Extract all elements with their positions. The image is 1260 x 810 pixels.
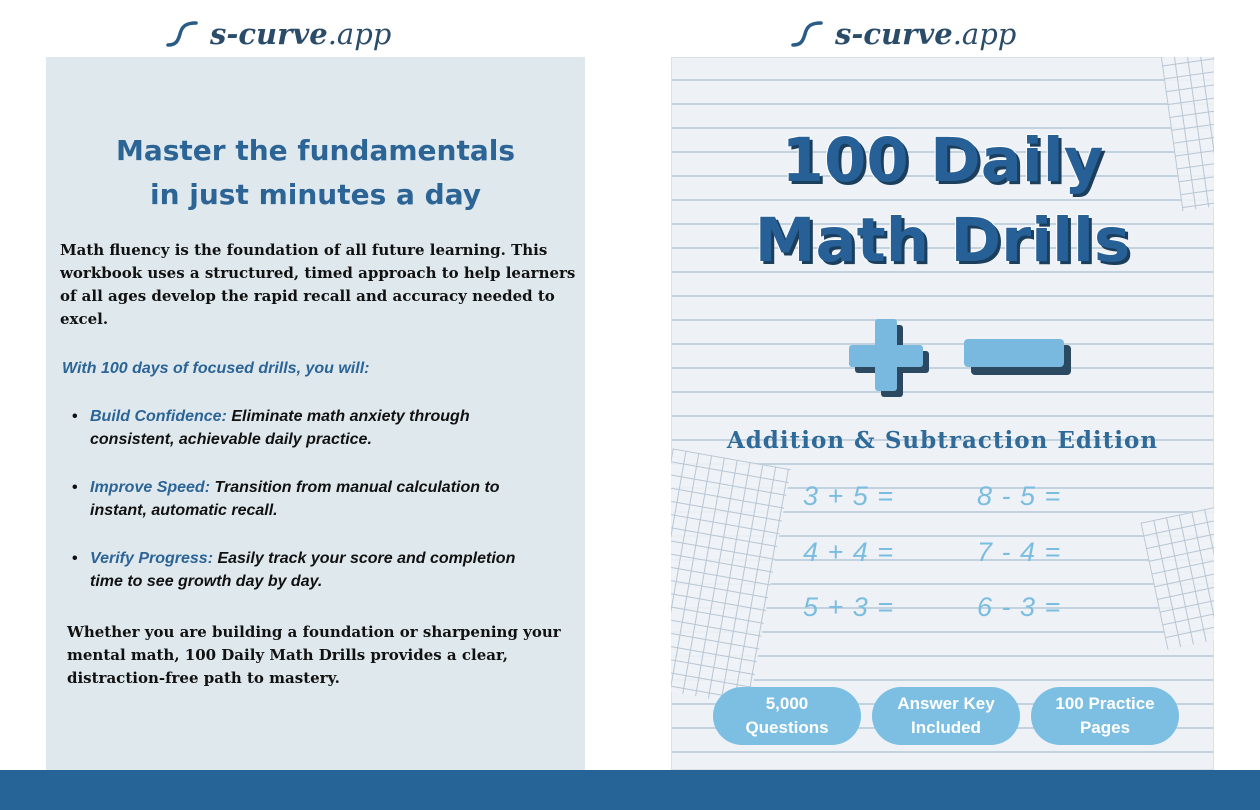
bullet-term: Improve Speed: xyxy=(90,479,211,496)
brand-name-bold: s-curve xyxy=(210,17,328,51)
closing-paragraph: Whether you are building a foundation or sharpening your mental math, 100 Daily Math Drills provides a clear, distraction-free path to mastery. xyxy=(67,623,561,687)
bullet-term: Verify Progress: xyxy=(90,550,214,567)
grid-decoration xyxy=(671,448,791,705)
description-panel xyxy=(46,57,585,770)
brand-name-rest: .app xyxy=(327,17,392,51)
brand-left[interactable] xyxy=(166,14,391,54)
book-cover[interactable] xyxy=(671,57,1214,770)
math-problem: 5 + 3 = xyxy=(803,592,895,622)
minus-icon xyxy=(961,337,1076,382)
list-item xyxy=(72,476,542,522)
badge-line-2: Questions xyxy=(745,718,829,737)
badge-line-1: Answer Key xyxy=(897,694,995,713)
bullet-dot: • xyxy=(72,550,78,567)
title-line-1: Master the fundamentals xyxy=(115,134,516,167)
bottom-bar xyxy=(0,770,1260,810)
brand-right[interactable] xyxy=(791,14,1016,54)
feature-badge-answer-key xyxy=(872,687,1020,745)
intro-paragraph: Math fluency is the foundation of all future learning. This workbook uses a structured, timed approach to help learners of all ages develop the rapid recall and accuracy needed to excel. xyxy=(60,241,576,328)
brand-name-rest: .app xyxy=(952,17,1017,51)
title-line-2: in just minutes a day xyxy=(149,178,481,211)
description-title xyxy=(46,129,585,217)
cover-subtitle: Addition & Subtraction Edition xyxy=(726,427,1159,454)
math-problem: 6 - 3 = xyxy=(977,592,1062,622)
badge-line-1: 5,000 xyxy=(765,694,809,713)
bullet-term: Build Confidence: xyxy=(90,408,227,425)
s-curve-logo-icon xyxy=(791,19,825,49)
bullet-dot: • xyxy=(72,479,78,496)
grid-decoration xyxy=(1140,504,1214,650)
badge-line-2: Pages xyxy=(1079,718,1131,737)
plus-icon xyxy=(847,317,937,402)
s-curve-logo-icon xyxy=(166,19,200,49)
cover-title-line-2: Math Drills xyxy=(754,205,1131,276)
feature-badge-questions xyxy=(713,687,861,745)
cover-title xyxy=(671,121,1214,281)
list-item xyxy=(72,547,542,593)
benefits-list xyxy=(72,405,542,618)
bullet-text: Transition from manual calculation to instant, automatic recall. xyxy=(90,479,500,519)
math-problem: 7 - 4 = xyxy=(977,537,1062,567)
badge-line-1: 100 Practice xyxy=(1055,694,1155,713)
cover-title-line-1: 100 Daily xyxy=(781,125,1104,196)
focus-heading: With 100 days of focused drills, you will: xyxy=(62,360,370,377)
math-problem: 3 + 5 = xyxy=(803,481,895,511)
badge-line-2: Included xyxy=(911,718,981,737)
list-item xyxy=(72,405,542,451)
bullet-dot: • xyxy=(72,408,78,425)
brand-name-bold: s-curve xyxy=(835,17,953,51)
math-problem: 8 - 5 = xyxy=(977,481,1062,511)
bullet-text: Eliminate math anxiety through consistent, achievable daily practice. xyxy=(90,408,470,448)
feature-badge-pages xyxy=(1031,687,1179,745)
bullet-text: Easily track your score and completion time to see growth day by day. xyxy=(90,550,516,590)
math-problem: 4 + 4 = xyxy=(803,537,895,567)
